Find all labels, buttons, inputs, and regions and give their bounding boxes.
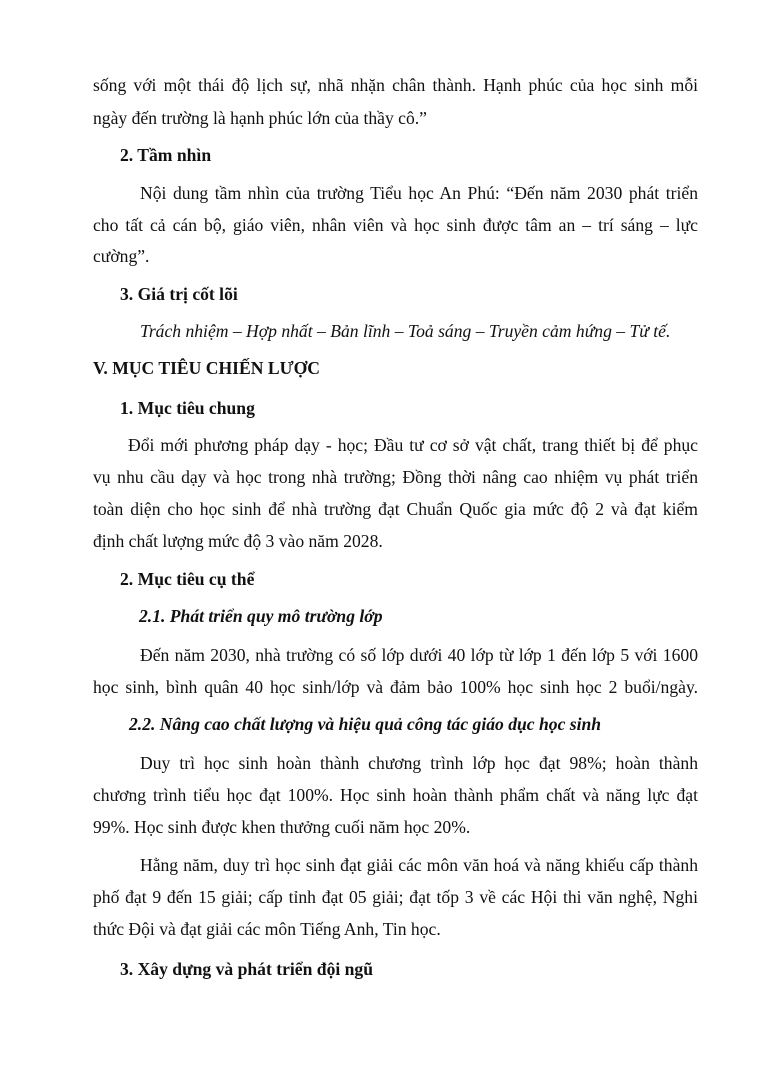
heading-general-goal: 1. Mục tiêu chung [120,398,255,418]
vision-paragraph-line-2: cho tất cả cán bộ, giáo viên, nhân viên và học sinh được tâm an – trí sáng – lực [93,215,698,235]
heading-vision: 2. Tầm nhìn [120,145,212,165]
sub-2-1-line-1: Đến năm 2030, nhà trường có số lớp dưới 40 lớp từ lớp 1 đến lớp 5 với 1600 [140,645,698,665]
vision-paragraph-line-1: Nội dung tầm nhìn của trường Tiểu học An Phú: “Đến năm 2030 phát triển [140,183,698,203]
heading-specific-goals: 2. Mục tiêu cụ thể [120,569,255,589]
sub-2-2-para1-line-2: chương trình tiểu học đạt 100%. Học sinh hoàn thành phẩm chất và năng lực đạt [93,785,698,805]
heading-sub-2-2: 2.2. Nâng cao chất lượng và hiệu quả công tác giáo dục học sinh [129,714,602,734]
general-goal-line-3: toàn diện cho học sinh để nhà trường đạt Chuẩn Quốc gia mức độ 2 và đạt kiểm [93,499,698,519]
heading-strategic-goals: V. MỤC TIÊU CHIẾN LƯỢC [93,358,320,378]
sub-2-2-para1-line-3: 99%. Học sinh được khen thưởng cuối năm học 20%. [93,817,471,837]
core-values-text: Trách nhiệm – Hợp nhất – Bản lĩnh – Toả sáng – Truyền cảm hứng – Tử tế. [140,321,671,341]
sub-2-2-para2-line-2: phố đạt 9 đến 15 giải; cấp tỉnh đạt 05 giải; đạt tốp 3 về các Hội thi văn nghệ, Nghi [93,887,698,907]
heading-sub-2-1: 2.1. Phát triển quy mô trường lớp [139,606,383,626]
general-goal-line-1: Đổi mới phương pháp dạy - học; Đầu tư cơ sở vật chất, trang thiết bị để phục [128,435,698,455]
intro-paragraph-line-2: ngày đến trường là hạnh phúc lớn của thầy cô.” [93,108,427,128]
sub-2-2-para1-line-1: Duy trì học sinh hoàn thành chương trình lớp học đạt 98%; hoàn thành [140,753,698,773]
heading-staff-development: 3. Xây dựng và phát triển đội ngũ [120,959,374,979]
vision-paragraph-line-3: cường”. [93,246,150,266]
sub-2-2-para2-line-1: Hằng năm, duy trì học sinh đạt giải các môn văn hoá và năng khiếu cấp thành [140,855,698,875]
sub-2-1-line-2: học sinh, bình quân 40 học sinh/lớp và đảm bảo 100% học sinh học 2 buổi/ngày. [93,677,698,697]
general-goal-line-2: vụ nhu cầu dạy và học trong nhà trường; Đồng thời nâng cao nhiệm vụ phát triển [93,467,698,487]
sub-2-2-para2-line-3: thức Đội và đạt giải các môn Tiếng Anh, Tin học. [93,919,441,939]
heading-core-values: 3. Giá trị cốt lõi [120,284,238,304]
intro-paragraph-line-1: sống với một thái độ lịch sự, nhã nhặn chân thành. Hạnh phúc của học sinh mỗi [93,75,698,95]
general-goal-line-4: định chất lượng mức độ 3 vào năm 2028. [93,531,383,551]
